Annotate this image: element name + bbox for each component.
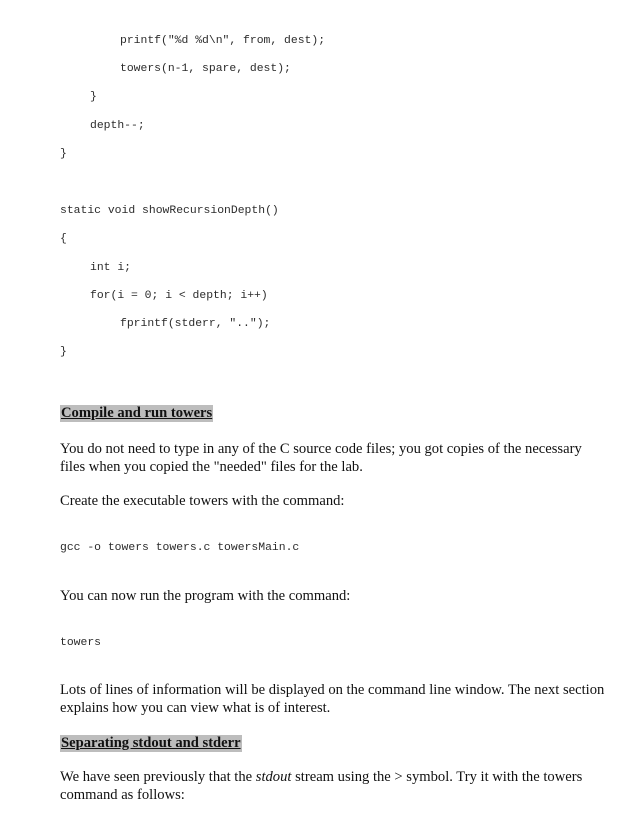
code-line: for(i = 0; i < depth; i++)	[90, 290, 268, 302]
command-towers: towers	[60, 637, 102, 649]
code-line: fprintf(stderr, "..");	[120, 318, 271, 330]
code-line: towers(n-1, spare, dest);	[120, 63, 291, 75]
paragraph: You can now run the program with the command:	[60, 588, 351, 604]
paragraph	[60, 769, 605, 804]
stdout-emphasis: stdout	[255, 769, 292, 785]
paragraph: You do not need to type in any of the C source code files; you got copies of the necessary files when you copied the "needed" files for the lab.	[60, 441, 582, 475]
section-heading-compile: Compile and run towers	[61, 405, 213, 421]
code-line: int i;	[90, 262, 132, 274]
section-heading-separating: Separating stdout and stderr	[61, 735, 241, 751]
paragraph: Lots of lines of information will be displayed on the command line window. The next section explains how you can view what is of interest.	[60, 682, 605, 716]
command-gcc: gcc -o towers towers.c towersMain.c	[60, 542, 300, 554]
paragraph-text: stream using the > symbol. Try it with the towers command as follows:	[60, 769, 583, 803]
code-line: }	[90, 91, 97, 103]
code-line: }	[60, 148, 67, 160]
paragraph: Create the executable towers with the command:	[60, 493, 345, 509]
paragraph-text: We have seen previously that the	[60, 769, 256, 785]
code-line: depth--;	[90, 120, 145, 132]
code-line: }	[60, 346, 67, 358]
code-line: printf("%d %d\n", from, dest);	[120, 35, 326, 47]
code-line: static void showRecursionDepth()	[60, 205, 279, 217]
code-line: {	[60, 233, 67, 245]
